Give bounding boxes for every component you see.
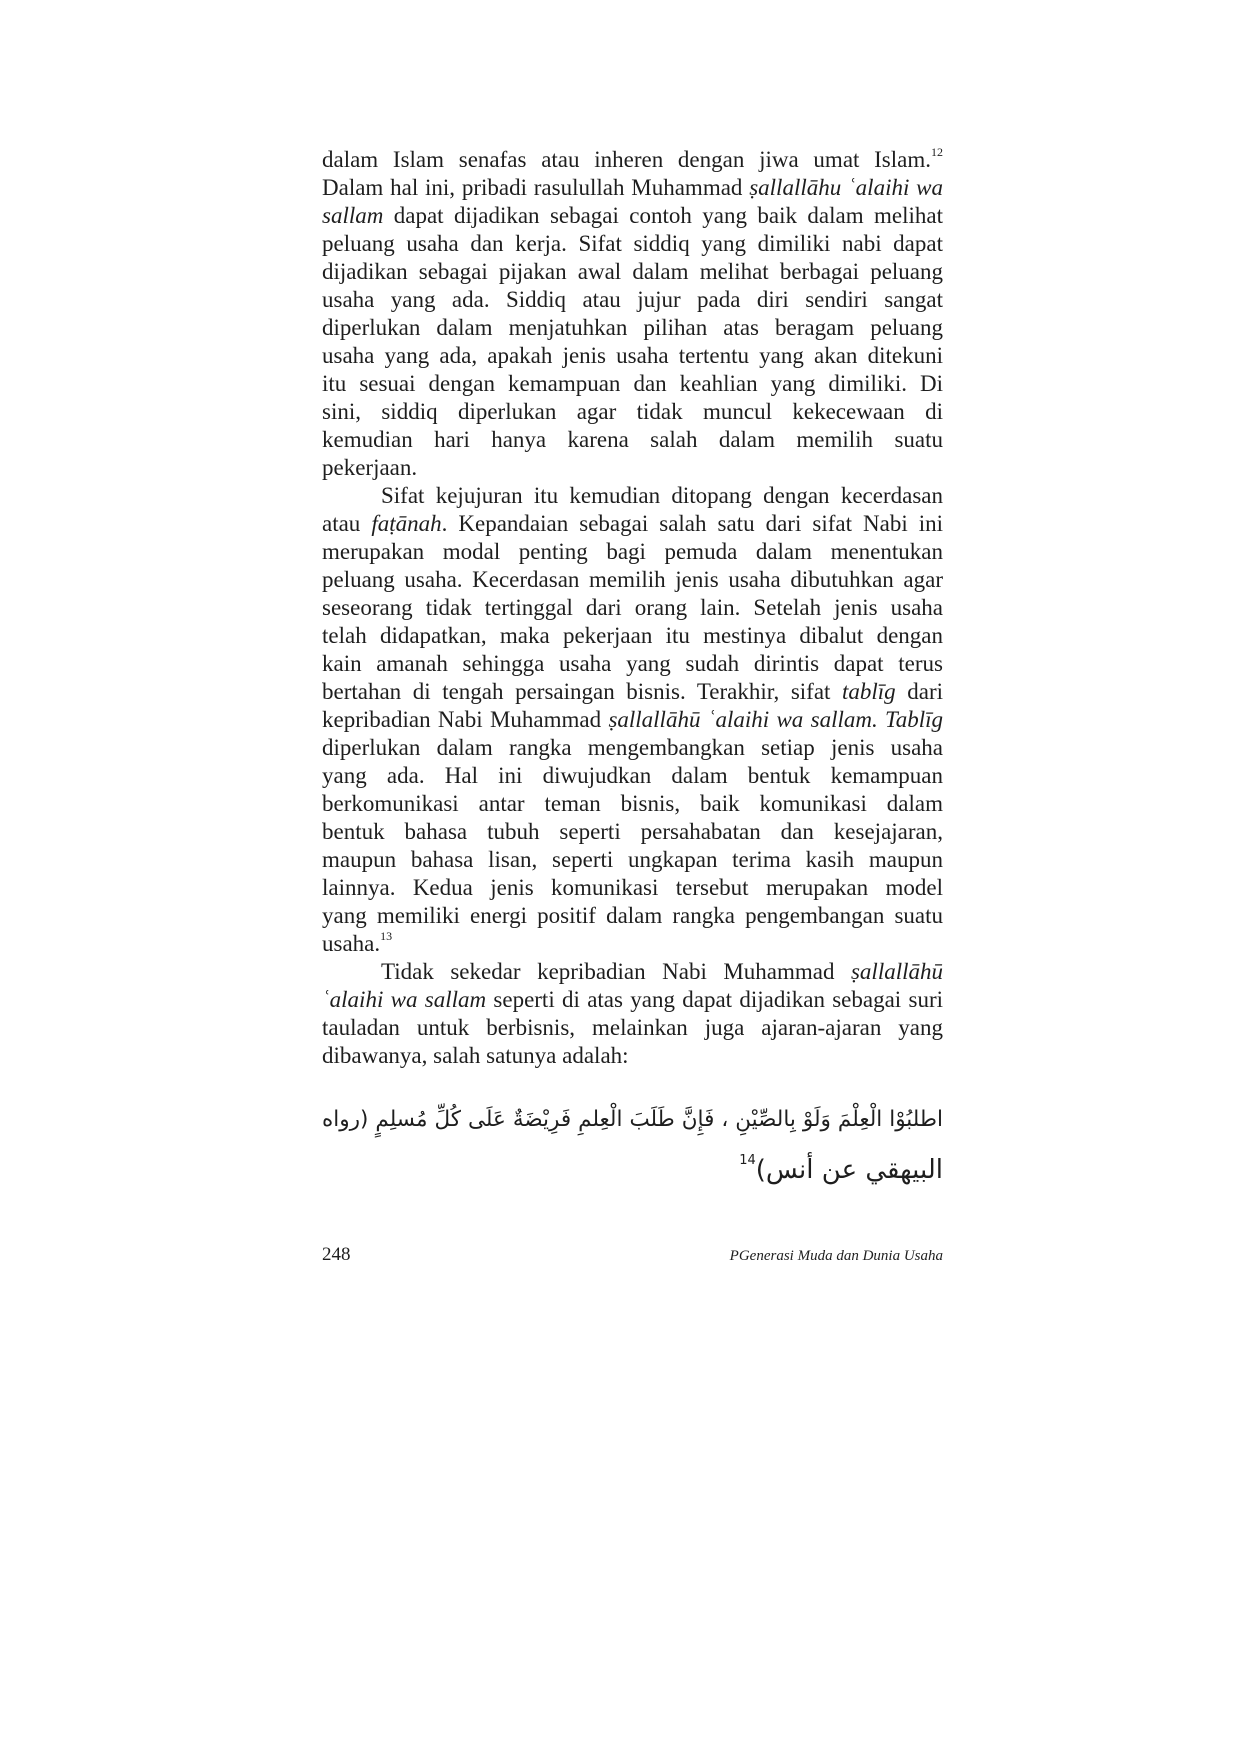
line-text: diperlukan dalam rangka mengembangkan setiap jenis usaha bbox=[322, 735, 943, 760]
paragraph bbox=[322, 958, 943, 1070]
text-line bbox=[322, 370, 943, 398]
italic-term: tablīg bbox=[842, 679, 896, 704]
text-line bbox=[322, 426, 943, 454]
text-line bbox=[322, 622, 943, 650]
line-text: usaha yang ada, apakah jenis usaha tertentu yang akan ditekuni bbox=[322, 343, 943, 368]
text-line bbox=[322, 594, 943, 622]
line-text: dijadikan sebagai pijakan awal dalam melihat berbagai peluang bbox=[322, 259, 943, 284]
text-line bbox=[322, 1042, 943, 1070]
line-text: peluang usaha. Kecerdasan memilih jenis usaha dibutuhkan agar bbox=[322, 567, 943, 592]
line-text: merupakan modal penting bagi pemuda dalam menentukan bbox=[322, 539, 943, 564]
text-line bbox=[322, 846, 943, 874]
line-text: lainnya. Kedua jenis komunikasi tersebut merupakan model bbox=[322, 875, 943, 900]
text-line bbox=[322, 314, 943, 342]
line-text: kemudian hari hanya karena salah dalam memilih suatu bbox=[322, 427, 943, 452]
line-text: sini, siddiq diperlukan agar tidak muncul kekecewaan di bbox=[322, 399, 943, 424]
line-text: tauladan untuk berbisnis, melainkan juga ajaran-ajaran yang bbox=[322, 1015, 943, 1040]
page-footer bbox=[322, 1244, 943, 1270]
line-text: kain amanah sehingga usaha yang sudah dirintis dapat terus bbox=[322, 651, 943, 676]
arabic-hadith-quote bbox=[322, 1095, 943, 1195]
line-text: maupun bahasa lisan, seperti ungkapan terima kasih maupun bbox=[322, 847, 943, 872]
line-text: bentuk bahasa tubuh seperti persahabatan dan kesejajaran, bbox=[322, 819, 943, 844]
line-text: seperti di atas yang dapat dijadikan sebagai suri bbox=[486, 987, 943, 1012]
arabic-line bbox=[322, 1145, 943, 1195]
text-line bbox=[322, 930, 943, 958]
line-text: . Kepandaian sebagai salah satu dari sifat Nabi ini bbox=[441, 511, 944, 536]
line-text: pekerjaan. bbox=[322, 455, 418, 480]
italic-term: ʿalaihi wa sallam bbox=[322, 987, 487, 1012]
text-line bbox=[322, 986, 943, 1014]
text-line bbox=[322, 482, 943, 510]
page-number: 248 bbox=[322, 1244, 351, 1265]
line-text: atau bbox=[322, 511, 372, 536]
italic-term: ṣallallāhū bbox=[850, 959, 943, 984]
line-text: diperlukan dalam menjatuhkan pilihan atas beragam peluang bbox=[322, 315, 943, 340]
text-line bbox=[322, 734, 943, 762]
footnote-ref: 13 bbox=[380, 929, 393, 943]
text-line bbox=[322, 454, 943, 482]
text-line bbox=[322, 902, 943, 930]
line-text: telah didapatkan, maka pekerjaan itu mestinya dibalut dengan bbox=[322, 623, 943, 648]
text-line bbox=[322, 258, 943, 286]
line-text: usaha yang ada. Siddiq atau jujur pada diri sendiri sangat bbox=[322, 287, 943, 312]
line-text: Sifat kejujuran itu kemudian ditopang dengan kecerdasan bbox=[381, 483, 943, 508]
footnote-ref: 14 bbox=[739, 1153, 756, 1168]
text-line bbox=[322, 510, 943, 538]
text-line bbox=[322, 566, 943, 594]
text-line bbox=[322, 398, 943, 426]
text-line bbox=[322, 874, 943, 902]
line-text: peluang usaha dan kerja. Sifat siddiq yang dimiliki nabi dapat bbox=[322, 231, 943, 256]
text-line bbox=[322, 202, 943, 230]
text-line bbox=[322, 538, 943, 566]
footnote-ref: 12 bbox=[931, 145, 943, 159]
line-text: Tidak sekedar kepribadian Nabi Muhammad bbox=[381, 959, 851, 984]
text-line bbox=[322, 958, 943, 986]
text-line bbox=[322, 650, 943, 678]
line-text: itu sesuai dengan kemampuan dan keahlian yang dimiliki. Di bbox=[322, 371, 943, 396]
text-line bbox=[322, 342, 943, 370]
text-line bbox=[322, 678, 943, 706]
text-line bbox=[322, 818, 943, 846]
line-text: yang memiliki energi positif dalam rangka pengembangan suatu bbox=[322, 903, 943, 928]
arabic-text: البيهقي عن أنس) bbox=[755, 1155, 943, 1185]
line-text: dibawanya, salah satunya adalah: bbox=[322, 1043, 629, 1068]
line-text: dalam Islam senafas atau inheren dengan jiwa umat Islam. bbox=[322, 147, 931, 172]
arabic-line bbox=[322, 1095, 943, 1145]
paragraph bbox=[322, 146, 943, 482]
running-title: PGenerasi Muda dan Dunia Usaha bbox=[729, 1248, 943, 1264]
text-line bbox=[322, 762, 943, 790]
line-text: bertahan di tengah persaingan bisnis. Terakhir, sifat bbox=[322, 679, 842, 704]
italic-term: ṣallallāhū ʿalaihi wa sallam. Tablīg bbox=[608, 707, 944, 732]
text-line bbox=[322, 706, 943, 734]
line-text: seseorang tidak tertinggal dari orang lain. Setelah jenis usaha bbox=[322, 595, 943, 620]
text-line bbox=[322, 230, 943, 258]
text-line bbox=[322, 146, 943, 174]
italic-term: ṣallallāhu ʿalaihi wa bbox=[749, 175, 943, 200]
text-line bbox=[322, 790, 943, 818]
line-text: dari bbox=[895, 679, 943, 704]
arabic-text: اطلبُوْا الْعِلْمَ وَلَوْ بِالصِّيْنِ ، فَإِنَّ طَلَبَ الْعِلمِ فَرِيْضَةٌ عَلَى كُلِّ مُسلِمٍ (رواه bbox=[322, 1107, 943, 1132]
text-line bbox=[322, 174, 943, 202]
line-text: usaha. bbox=[322, 931, 381, 956]
line-text: yang ada. Hal ini diwujudkan dalam bentuk kemampuan bbox=[322, 763, 943, 788]
line-text: dapat dijadikan sebagai contoh yang baik dalam melihat bbox=[383, 203, 943, 228]
line-text: kepribadian Nabi Muhammad bbox=[322, 707, 609, 732]
body-text bbox=[322, 146, 943, 1070]
text-line bbox=[322, 286, 943, 314]
line-text: berkomunikasi antar teman bisnis, baik komunikasi dalam bbox=[322, 791, 943, 816]
paragraph bbox=[322, 482, 943, 958]
italic-term: faṭānah bbox=[371, 511, 442, 536]
line-text: Dalam hal ini, pribadi rasulullah Muhammad bbox=[322, 175, 750, 200]
italic-term: sallam bbox=[322, 203, 384, 228]
text-line bbox=[322, 1014, 943, 1042]
